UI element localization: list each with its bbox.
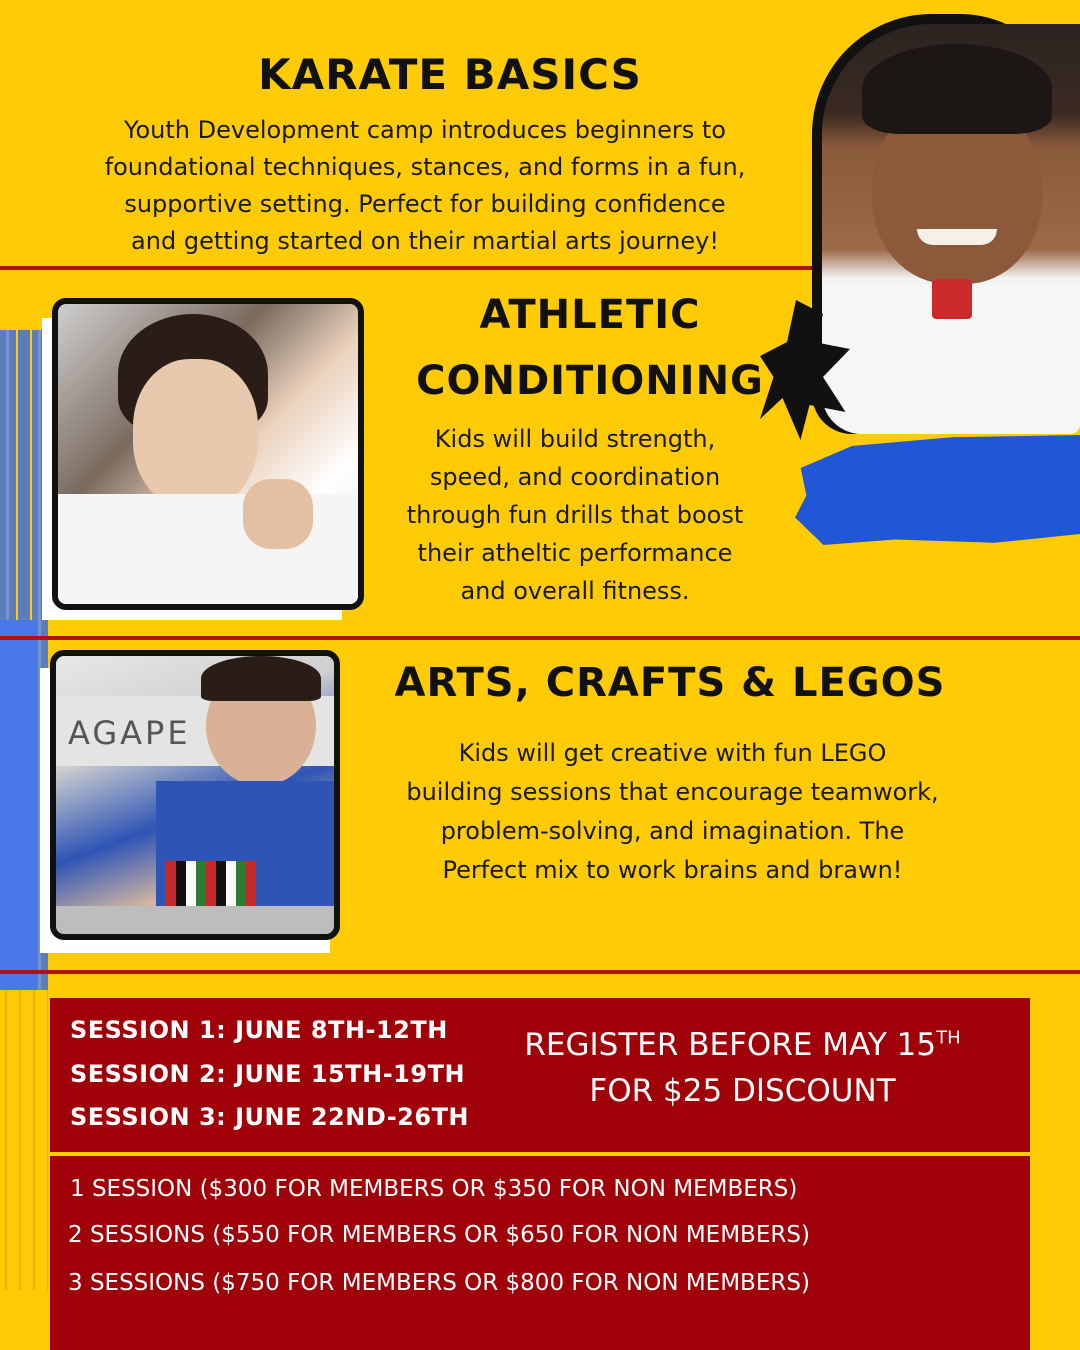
athletic-conditioning-title <box>410 282 770 414</box>
karate-text-line-4: and getting started on their martial arts journey! <box>131 227 719 255</box>
register-superscript: TH <box>936 1027 961 1049</box>
register-line-2: FOR $25 DISCOUNT <box>589 1073 896 1109</box>
arts-crafts-legos-title: ARTS, CRAFTS & LEGOS <box>394 660 946 706</box>
register-discount-notice <box>500 1022 985 1114</box>
athletic-text-line-2: speed, and coordination <box>429 463 721 491</box>
athletic-conditioning-description <box>375 420 775 610</box>
arts-text-line-2: building sessions that encourage teamwork, <box>406 778 939 806</box>
session-1-dates: SESSION 1: JUNE 8TH-12TH <box>70 1016 448 1044</box>
athletic-text-line-3: through fun drills that boost <box>406 501 744 529</box>
agape-sign-text: AGAPE <box>68 714 191 752</box>
blue-paint-band-left <box>0 620 38 990</box>
blue-paint-stroke-right <box>795 435 1080 545</box>
panel-divider <box>50 1152 1030 1156</box>
athletic-text-line-5: and overall fitness. <box>460 577 690 605</box>
arts-crafts-description <box>360 734 985 890</box>
register-line-1: REGISTER BEFORE MAY 15 <box>524 1027 937 1063</box>
pricing-1-session: 1 SESSION ($300 FOR MEMBERS OR $350 FOR NON MEMBERS) <box>70 1176 798 1202</box>
athletic-title-line-1: ATHLETIC <box>479 292 701 338</box>
pricing-3-sessions: 3 SESSIONS ($750 FOR MEMBERS OR $800 FOR NON MEMBERS) <box>68 1270 810 1296</box>
karate-text-line-1: Youth Development camp introduces beginners to <box>124 116 726 144</box>
karate-text-line-3: supportive setting. Perfect for building confidence <box>124 190 726 218</box>
session-3-dates: SESSION 3: JUNE 22ND-26TH <box>70 1103 470 1131</box>
divider-red-3 <box>0 970 1080 974</box>
yellow-paint-texture-left <box>0 990 48 1290</box>
session-2-dates: SESSION 2: JUNE 15TH-19TH <box>70 1060 466 1088</box>
athletic-text-line-1: Kids will build strength, <box>434 425 716 453</box>
divider-red-2 <box>0 636 1080 640</box>
boy-punching-photo <box>52 298 364 610</box>
pricing-2-sessions: 2 SESSIONS ($550 FOR MEMBERS OR $650 FOR NON MEMBERS) <box>68 1222 810 1248</box>
athletic-title-line-2: CONDITIONING <box>416 358 764 404</box>
karate-text-line-2: foundational techniques, stances, and forms in a fun, <box>104 153 746 181</box>
arts-text-line-3: problem-solving, and imagination. The <box>440 817 905 845</box>
boy-with-legos-photo <box>50 650 340 940</box>
smiling-boy-photo <box>822 24 1080 434</box>
arts-text-line-4: Perfect mix to work brains and brawn! <box>442 856 903 884</box>
karate-basics-title: KARATE BASICS <box>258 50 642 99</box>
arts-text-line-1: Kids will get creative with fun LEGO <box>458 739 887 767</box>
athletic-text-line-4: their atheltic performance <box>417 539 733 567</box>
karate-basics-description <box>60 112 790 260</box>
